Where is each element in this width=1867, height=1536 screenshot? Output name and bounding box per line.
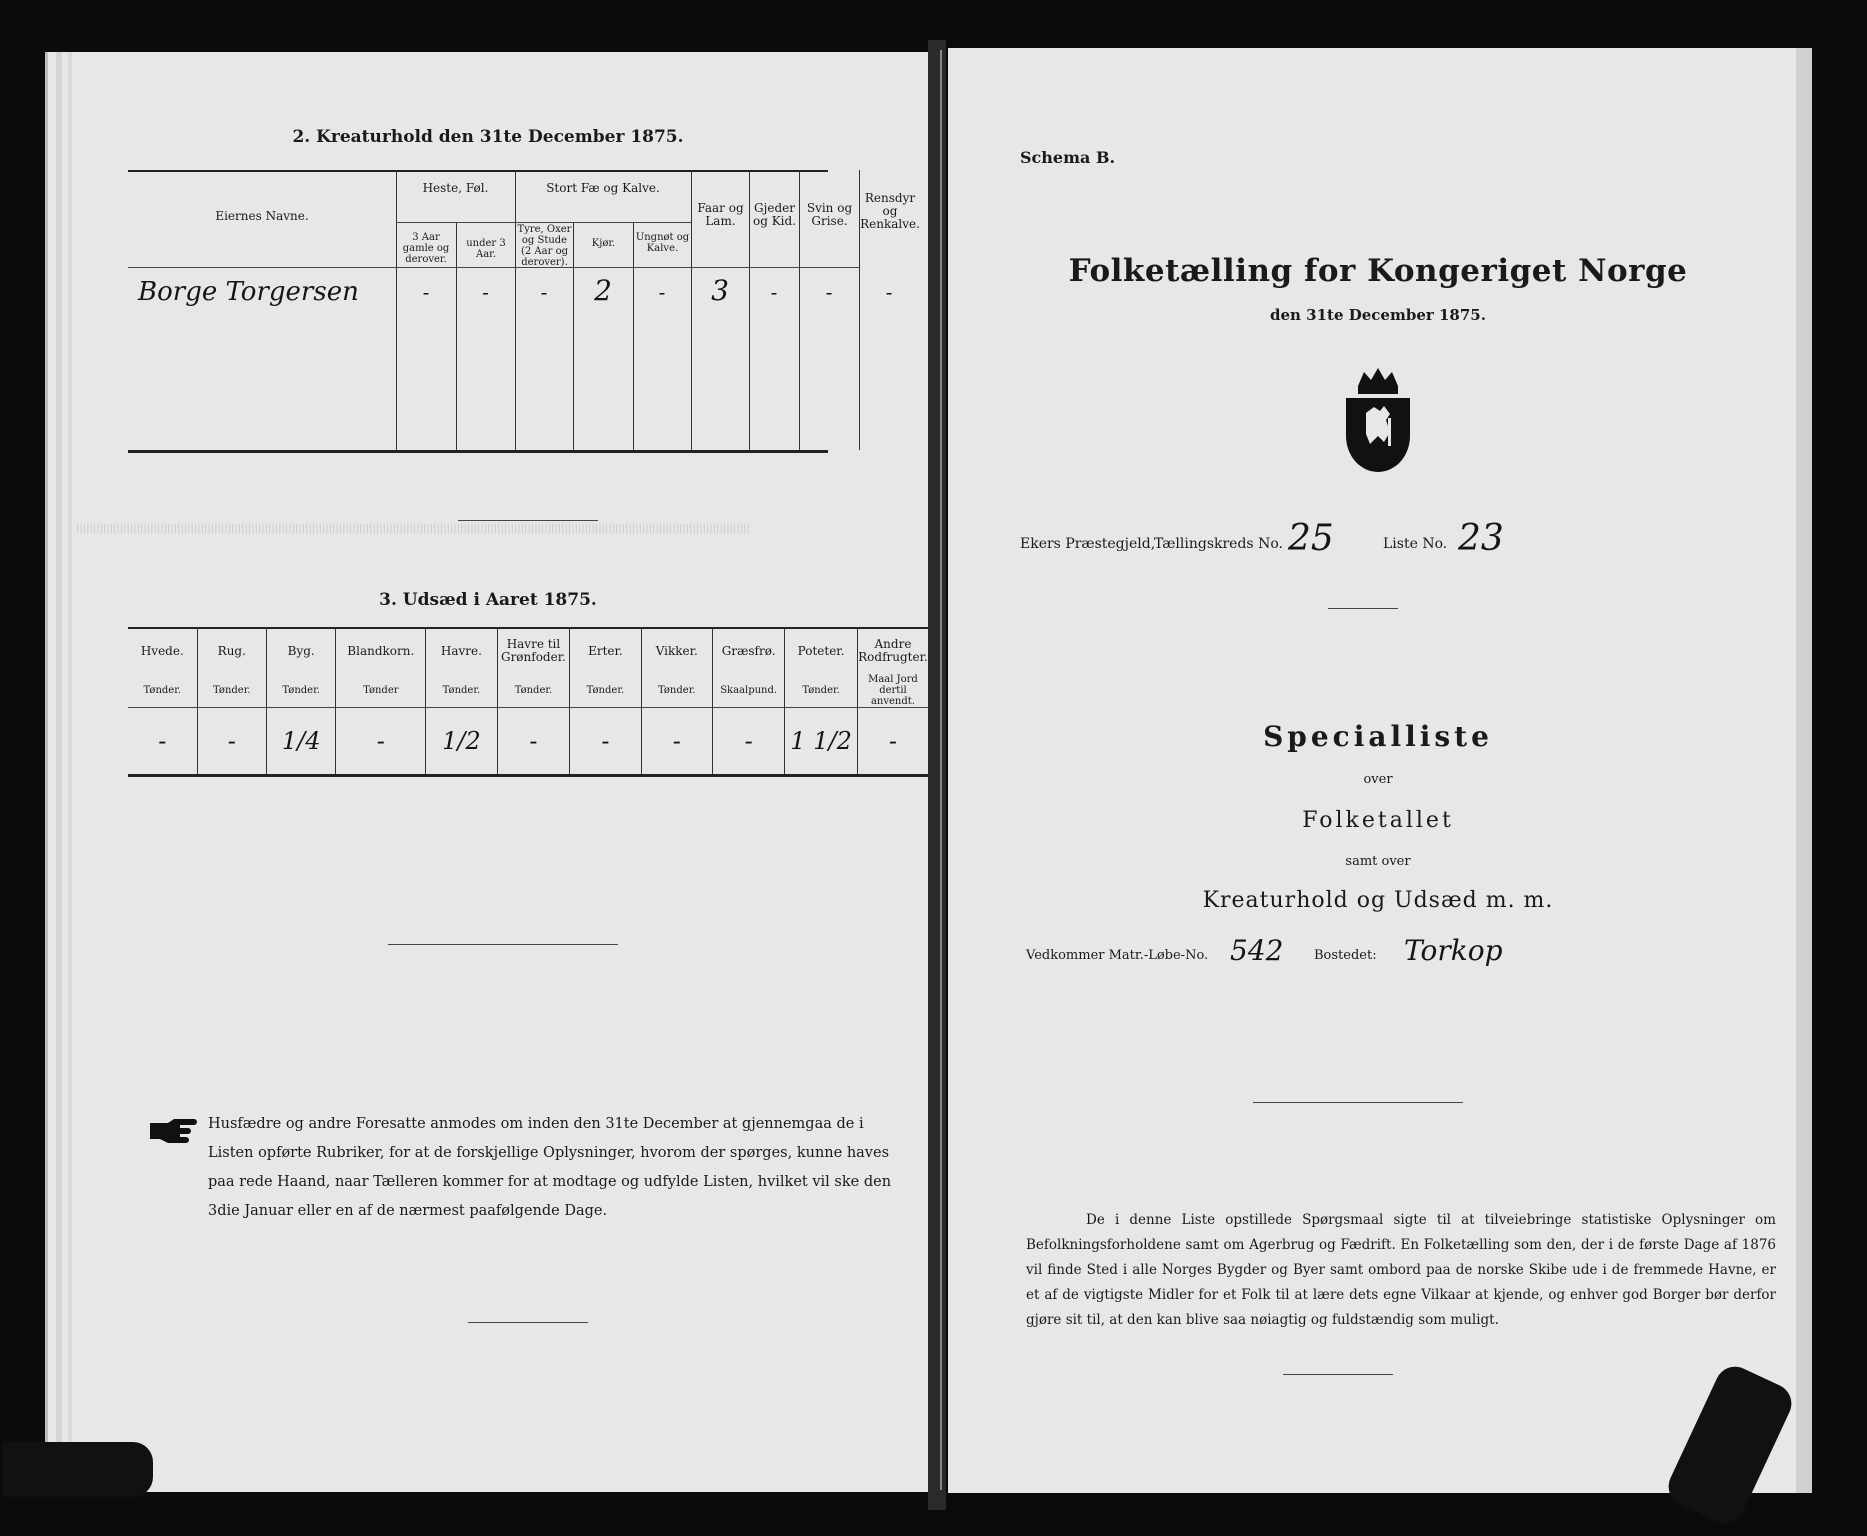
- sowing-unit: Tønder: [336, 674, 426, 707]
- matr-number: 542: [1230, 934, 1284, 967]
- value-heste-under3: -: [482, 280, 489, 304]
- sowing-value: -: [888, 726, 898, 755]
- sowing-unit: Tønder.: [197, 674, 266, 707]
- value-rensdyr: -: [885, 280, 893, 304]
- norwegian-coat-of-arms-icon: [1328, 358, 1428, 478]
- sowing-unit: Tønder.: [128, 674, 197, 707]
- list-number: 23: [1458, 518, 1504, 559]
- header-ungnot: Ungnøt og Kalve.: [635, 232, 690, 254]
- value-faar: 3: [711, 274, 729, 307]
- page-edge: [1796, 48, 1812, 1493]
- sowing-unit: Skaalpund.: [713, 674, 785, 707]
- header-faar: Faar og Lam.: [697, 201, 744, 228]
- header-stort-fae: Stort Fæ og Kalve.: [546, 181, 660, 195]
- sowing-value: -: [336, 707, 426, 774]
- sowing-header: Andre Rodfrugter.: [858, 637, 928, 664]
- header-rensdyr: Rensdyr og Renkalve.: [860, 191, 920, 231]
- sowing-unit: Tønder.: [641, 674, 712, 707]
- separator: [1283, 1374, 1393, 1375]
- sowing-value: 1 1/2: [785, 707, 858, 774]
- table-rule: [128, 774, 928, 777]
- spine-line: [940, 50, 942, 1490]
- value-heste-3aar: -: [422, 280, 430, 304]
- show-through-text: ||||||||||||||||||||||||||||||||||||||||||||||||||||||||||||||||||||||||||||||||||||||||||||||||||||||||||||||||||||||||||||||||||||||||||||||||||||||||||||||||||||||||||||||||||||||||||||||||||||||||: [76, 523, 750, 534]
- sowing-unit: Tønder.: [266, 674, 335, 707]
- bosted-label: Bostedet:: [1314, 948, 1377, 963]
- folketallet-heading: Folketallet: [1302, 808, 1454, 833]
- census-date: den 31te December 1875.: [1270, 306, 1486, 324]
- table-rule: [128, 170, 828, 172]
- header-kjor: Kjør.: [591, 238, 616, 249]
- pointing-hand-icon: [148, 1115, 198, 1145]
- district-label: Tællingskreds No.: [1154, 536, 1283, 552]
- value-kjor: 2: [594, 274, 612, 307]
- samt-over-text: samt over: [1345, 854, 1411, 869]
- separator: [458, 520, 598, 521]
- sowing-unit: Tønder.: [570, 674, 641, 707]
- sowing-value: -: [197, 707, 266, 774]
- sowing-value: 1/4: [266, 707, 335, 774]
- sowing-unit: Tønder.: [426, 674, 497, 707]
- matr-label: Vedkommer Matr.-Løbe-No.: [1026, 948, 1209, 963]
- district-number: 25: [1288, 518, 1334, 559]
- header-owner: Eiernes Navne.: [215, 209, 309, 223]
- owner-name: Borge Torgersen: [138, 277, 359, 307]
- over-text: over: [1363, 772, 1393, 787]
- bosted-name: Torkop: [1404, 934, 1503, 967]
- sowing-value: -: [497, 707, 570, 774]
- sowing-header: Blandkorn.: [336, 628, 426, 674]
- specialliste-heading: Specialliste: [1263, 720, 1493, 753]
- section3-title: 3. Udsæd i Aaret 1875.: [379, 590, 597, 610]
- list-label: Liste No.: [1383, 536, 1448, 552]
- sowing-value: 1/2: [426, 707, 497, 774]
- header-tyre: Tyre, Oxer og Stude (2 Aar og derover).: [517, 224, 572, 268]
- sowing-table: [128, 628, 928, 774]
- value-ungnot: -: [658, 280, 666, 304]
- sowing-header: Byg.: [266, 628, 335, 674]
- right-page: [948, 48, 1812, 1493]
- book-gutter: [928, 40, 946, 1510]
- header-gjeder: Gjeder og Kid.: [752, 201, 797, 228]
- sowing-value: -: [713, 707, 785, 774]
- kreaturhold-heading: Kreaturhold og Udsæd m. m.: [1202, 888, 1554, 913]
- value-svin: -: [825, 280, 833, 304]
- sowing-unit: Maal Jord dertil anvendt.: [868, 674, 918, 707]
- sowing-header: Vikker.: [641, 628, 712, 674]
- table-rule: [128, 450, 828, 453]
- sowing-value: -: [570, 707, 641, 774]
- sowing-value: -: [128, 707, 197, 774]
- sowing-unit: Tønder.: [785, 674, 858, 707]
- header-heste-under3: under 3 Aar.: [466, 238, 506, 260]
- left-page: [45, 52, 928, 1492]
- separator: [388, 944, 618, 945]
- sowing-header: Erter.: [570, 628, 641, 674]
- separator: [1253, 1102, 1463, 1103]
- value-gjeder: -: [770, 280, 778, 304]
- sowing-unit: Tønder.: [497, 674, 570, 707]
- main-title: Folketælling for Kongeriget Norge: [1068, 253, 1688, 289]
- parish-label: Ekers Præstegjeld,: [1020, 536, 1156, 552]
- sowing-header: Poteter.: [785, 628, 858, 674]
- page-tab: [3, 1442, 153, 1497]
- sowing-header: Rug.: [197, 628, 266, 674]
- footer-text: De i denne Liste opstillede Spørgsmaal sigte til at tilveiebringe statistiske Oplysninger om Befolkningsforholdene samt om Agerbrug og Fædrift. En Folketælling som den, der i de første Dage af 1876 vil finde Sted i alle Norges Bygder og Byer samt ombord paa de norske Skibe ude i de fremmede Havne, er et af de vigtigste Midler for et Folk til at lære dets egne Vilkaar at kjende, og enhver god Borger bør derfor gjøre sit til, at den kan blive saa nøiagtig og fuldstændig som muligt.: [1026, 1212, 1776, 1328]
- sowing-header: Havre til Grønfoder.: [497, 628, 570, 674]
- header-heste: Heste, Føl.: [422, 181, 489, 195]
- section2-title: 2. Kreaturhold den 31te December 1875.: [292, 127, 684, 147]
- header-svin: Svin og Grise.: [806, 201, 853, 228]
- separator: [468, 1322, 588, 1323]
- page-edge: [56, 52, 62, 1492]
- sowing-header: Havre.: [426, 628, 497, 674]
- separator: [1328, 608, 1398, 609]
- sowing-header: Hvede.: [128, 628, 197, 674]
- header-heste-3aar: 3 Aar gamle og derover.: [402, 232, 450, 265]
- schema-label: Schema B.: [1020, 148, 1116, 167]
- sowing-header: Græsfrø.: [713, 628, 785, 674]
- sowing-value: -: [641, 707, 712, 774]
- page-edge: [68, 52, 72, 1492]
- notice-text: Husfædre og andre Foresatte anmodes om inden den 31te December at gjennemgaa de i Listen opførte Rubriker, for at de forskjellige Oplysninger, hvorom der spørges, kunne haves paa rede Haand, naar Tælleren kommer for at modtage og udfylde Listen, hvilket vil ske den 3die Januar eller en af de nærmest paafølgende Dage.: [208, 1116, 892, 1219]
- value-tyre: -: [540, 280, 548, 304]
